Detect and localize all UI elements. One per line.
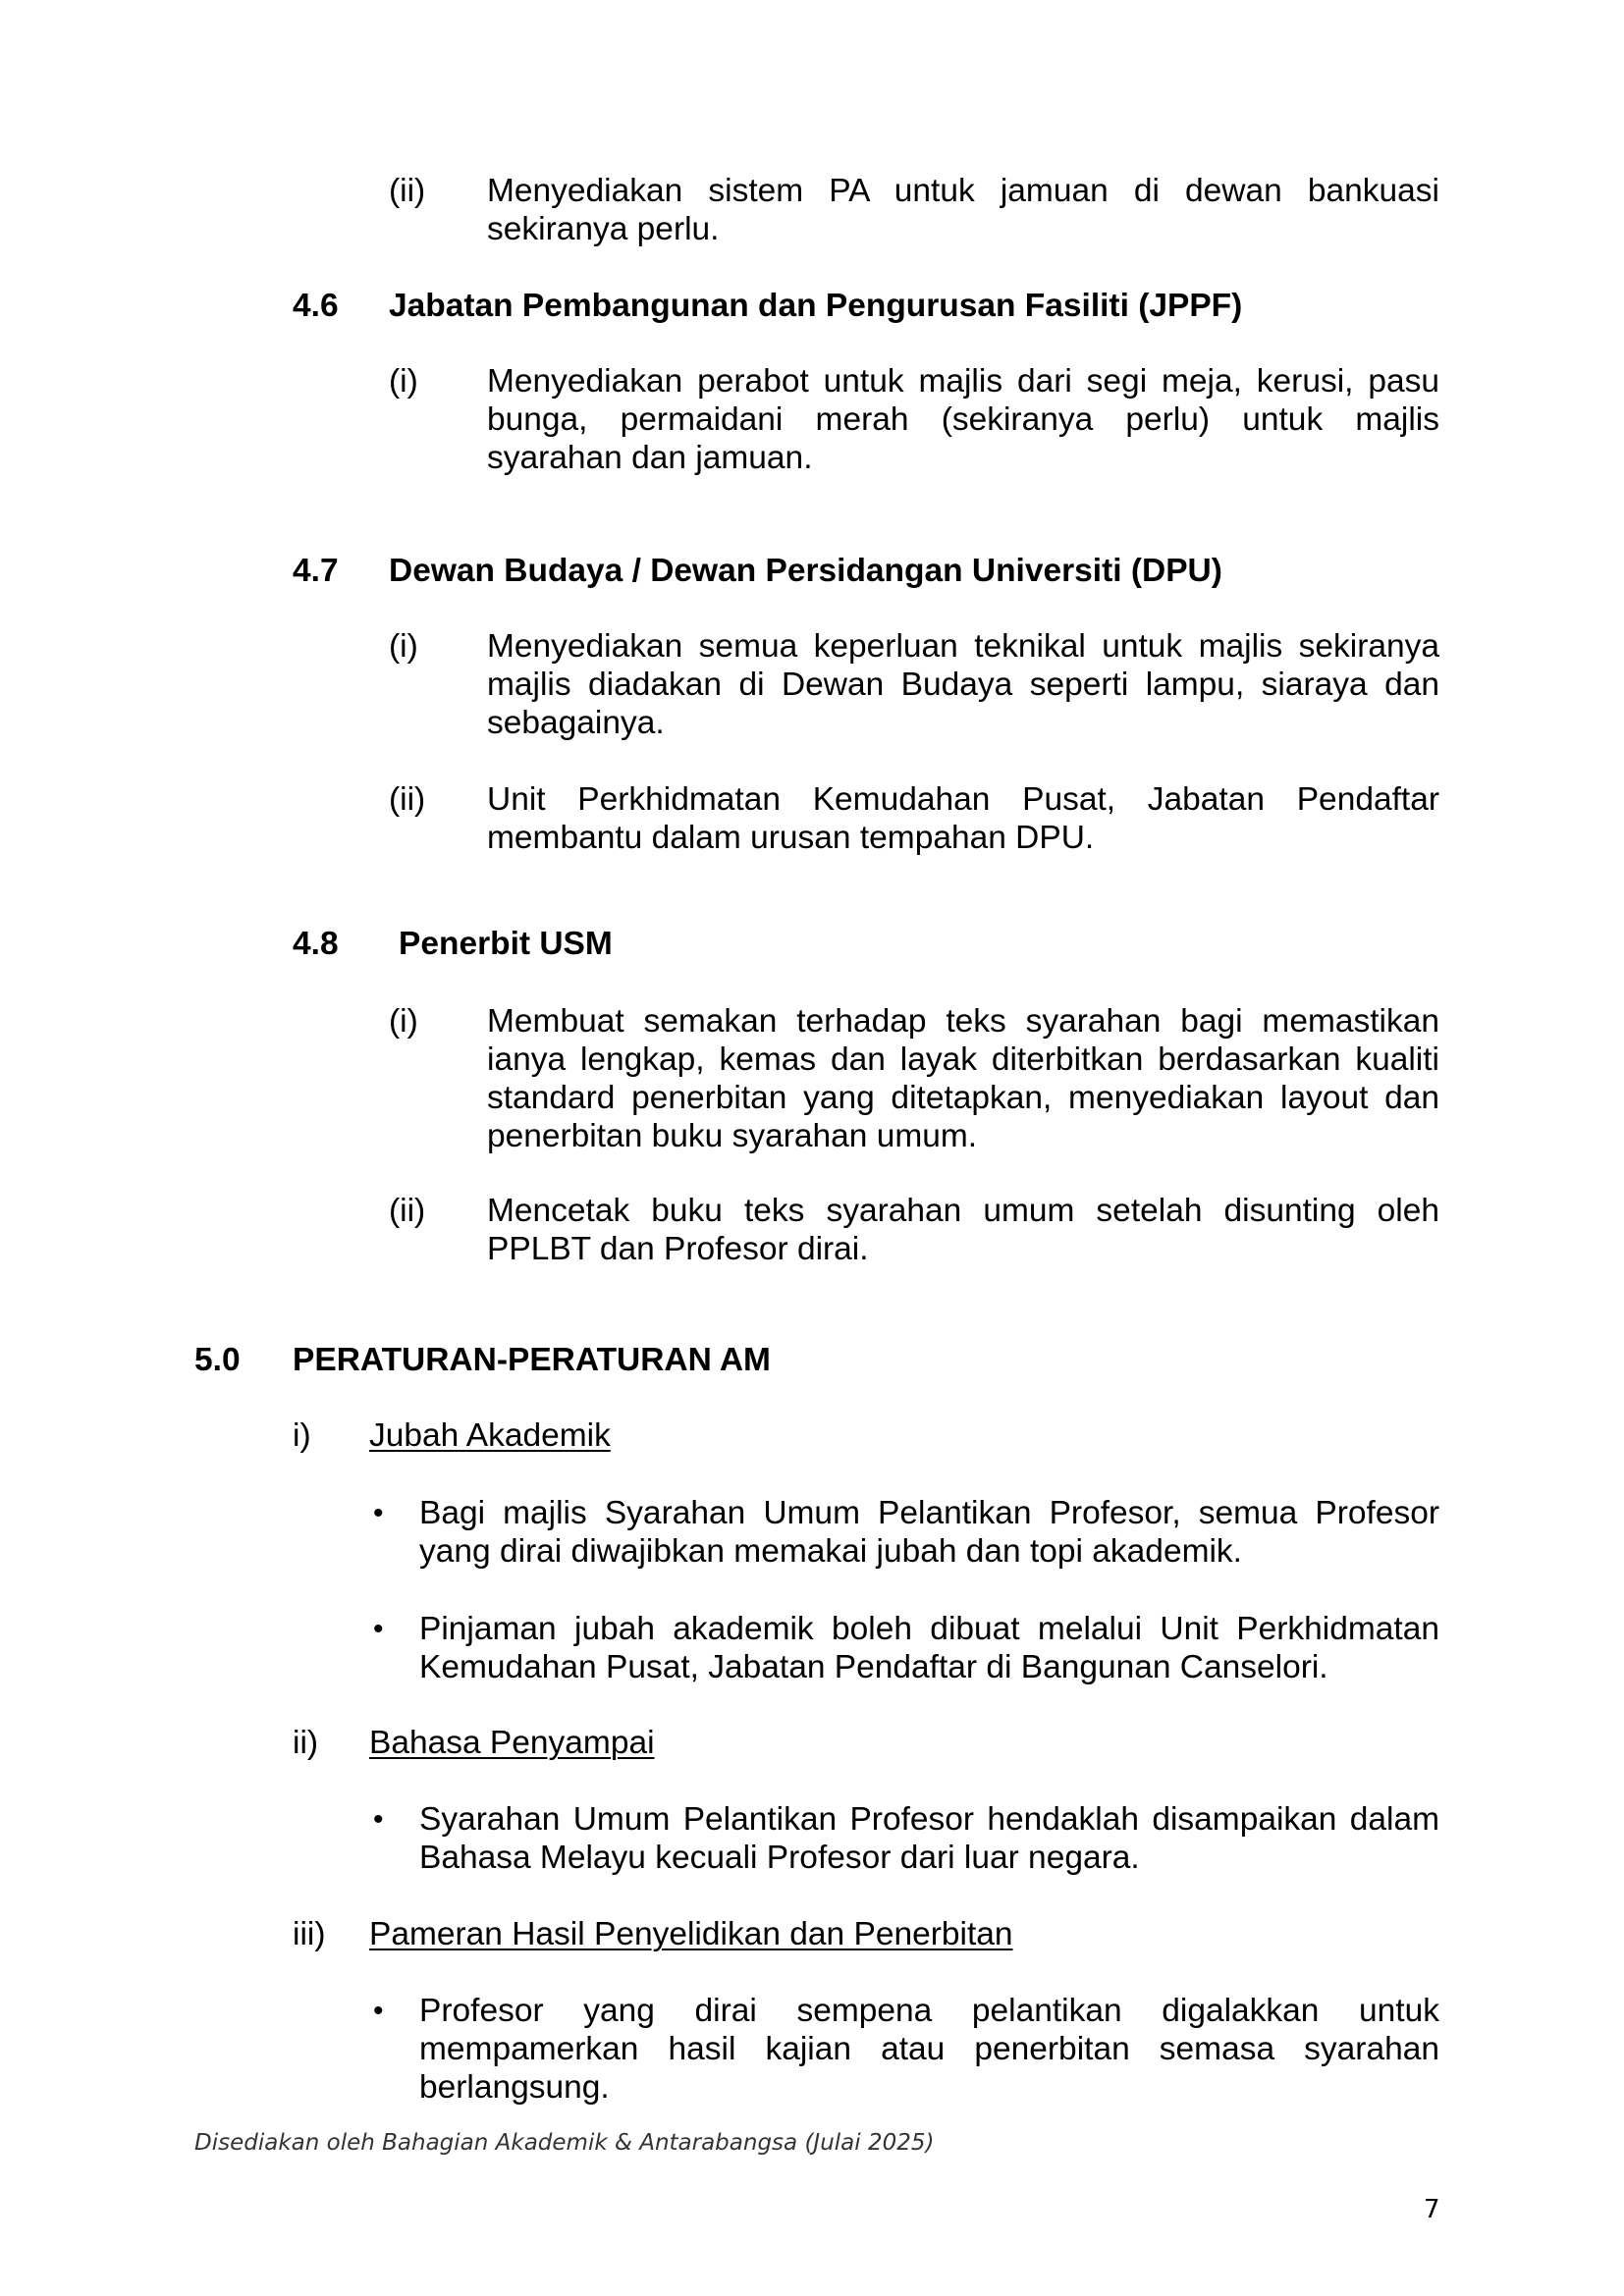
- item-number: (i): [389, 628, 418, 665]
- section-number: 4.7: [293, 553, 339, 589]
- subsection-number: iii): [293, 1916, 326, 1952]
- item-text: Mencetak buku teks syarahan umum setelah disunting oleh PPLBT dan Profesor dirai.: [487, 1193, 1439, 1267]
- item-number: (ii): [389, 173, 426, 209]
- item-number: (ii): [389, 781, 426, 818]
- item-text: Membuat semakan terhadap teks syarahan bagi memastikan ianya lengkap, kemas dan layak diterbitkan berdasarkan kualiti standard penerbitan yang ditetapkan, menyediakan layout dan penerbitan buku syarahan umum.: [487, 1003, 1439, 1154]
- page-number: 7: [1424, 2195, 1440, 2224]
- item-text: Menyediakan semua keperluan teknikal untuk majlis sekiranya majlis diadakan di Dewan Budaya seperti lampu, siaraya dan sebagainya.: [487, 628, 1439, 741]
- subsection-number: ii): [293, 1725, 319, 1761]
- item-text: Menyediakan perabot untuk majlis dari segi meja, kerusi, pasu bunga, permaidani merah (sekiranya perlu) untuk majlis syarahan dan jamuan.: [487, 363, 1439, 476]
- bullet-icon: •: [373, 1803, 384, 1836]
- section-number: 4.6: [293, 288, 339, 324]
- section-title: PERATURAN-PERATURAN AM: [293, 1342, 771, 1378]
- subsection-title: Bahasa Penyampai: [369, 1725, 655, 1761]
- item-text: Unit Perkhidmatan Kemudahan Pusat, Jabatan Pendaftar membantu dalam urusan tempahan DPU.: [487, 781, 1439, 856]
- subsection-number: i): [293, 1417, 311, 1454]
- bullet-text: Pinjaman jubah akademik boleh dibuat melalui Unit Perkhidmatan Kemudahan Pusat, Jabatan Pendaftar di Bangunan Canselori.: [419, 1611, 1439, 1685]
- bullet-text: Syarahan Umum Pelantikan Profesor hendaklah disampaikan dalam Bahasa Melayu kecuali Profesor dari luar negara.: [419, 1801, 1439, 1876]
- bullet-icon: •: [373, 1497, 384, 1529]
- item-text: Menyediakan sistem PA untuk jamuan di dewan bankuasi sekiranya perlu.: [487, 173, 1439, 247]
- item-number: (ii): [389, 1193, 426, 1229]
- subsection-title: Jubah Akademik: [369, 1417, 611, 1454]
- bullet-icon: •: [373, 1613, 384, 1645]
- section-title: Dewan Budaya / Dewan Persidangan Universiti (DPU): [389, 553, 1222, 589]
- section-number: 5.0: [194, 1342, 241, 1378]
- bullet-icon: •: [373, 1995, 384, 2027]
- section-title: Jabatan Pembangunan dan Pengurusan Fasiliti (JPPF): [389, 288, 1243, 324]
- item-number: (i): [389, 1003, 418, 1040]
- subsection-title: Pameran Hasil Penyelidikan dan Penerbitan: [369, 1916, 1013, 1952]
- bullet-text: Bagi majlis Syarahan Umum Pelantikan Profesor, semua Profesor yang dirai diwajibkan memakai jubah dan topi akademik.: [419, 1495, 1439, 1570]
- item-number: (i): [389, 363, 418, 400]
- page-footer: Disediakan oleh Bahagian Akademik & Antarabangsa (Julai 2025): [194, 2130, 935, 2156]
- section-number: 4.8: [293, 926, 339, 962]
- section-title: Penerbit USM: [399, 926, 613, 962]
- bullet-text: Profesor yang dirai sempena pelantikan digalakkan untuk mempamerkan hasil kajian atau penerbitan semasa syarahan berlangsung.: [419, 1993, 1439, 2106]
